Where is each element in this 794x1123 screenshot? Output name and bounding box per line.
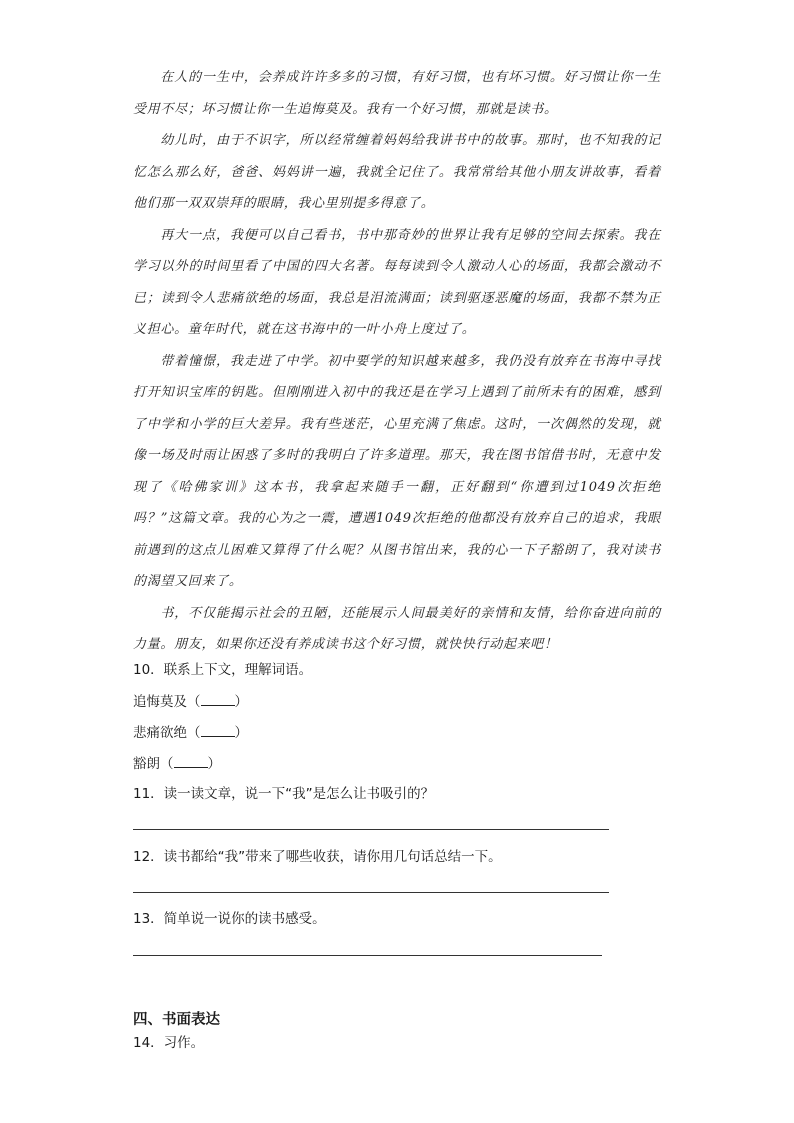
vocab-item (133, 722, 248, 743)
vocab-close: ） (234, 694, 248, 710)
passage-paragraph: 再大一点，我便可以自己看书，书中那奇妙的世界让我有足够的空间去探索。我在学习以外的时间里看了中国的四大名著。每每读到令人激动人心的场面，我都会激动不已；读到令人悲痛欲绝的场面，我总是泪流满面；读到驱逐恶魔的场面，我都不禁为正义担心。童年时代，就在这书海中的一叶小舟上度过了。 (133, 227, 661, 337)
passage-paragraph: 在人的一生中，会养成许许多多的习惯，有好习惯，也有坏习惯。好习惯让你一生受用不尽；坏习惯让你一生追悔莫及。我有一个好习惯，那就是读书。 (133, 70, 661, 117)
vocab-close: ） (207, 756, 221, 772)
answer-blank[interactable] (201, 691, 235, 706)
answer-blank[interactable] (174, 753, 208, 768)
answer-blank[interactable] (201, 722, 235, 737)
question-14 (133, 1033, 733, 1053)
passage-paragraph: 书，不仅能揭示社会的丑陋，还能展示人间最美好的亲情和友情，给你奋进向前的力量。朋友，如果你还没有养成读书这个好习惯，就快快行动起来吧！ (133, 605, 661, 652)
question-13-text: 13．简单说一说你的读书感受。 (133, 911, 326, 927)
answer-line[interactable] (133, 829, 609, 830)
vocab-close: ） (234, 725, 248, 741)
section-title: 四、书面表达 (133, 1012, 220, 1028)
question-11 (133, 784, 733, 804)
answer-line[interactable] (133, 892, 609, 893)
question-10 (133, 660, 733, 680)
question-13 (133, 909, 733, 929)
answer-line[interactable] (133, 955, 602, 956)
vocab-item (133, 753, 221, 774)
vocab-word: 追悔莫及（ (133, 694, 201, 710)
vocab-item (133, 691, 248, 712)
vocab-word: 豁朗（ (133, 756, 174, 772)
passage-paragraph: 幼儿时，由于不识字，所以经常缠着妈妈给我讲书中的故事。那时，也不知我的记忆怎么那么好，爸爸、妈妈讲一遍，我就全记住了。我常常给其他小朋友讲故事，看着他们那一双双崇拜的眼睛，我心里别提多得意了。 (133, 133, 661, 211)
question-12 (133, 847, 733, 867)
question-10-text: 10．联系上下文，理解词语。 (133, 662, 313, 678)
vocab-word: 悲痛欲绝（ (133, 725, 201, 741)
question-12-text: 12．读书都给“我”带来了哪些收获，请你用几句话总结一下。 (133, 849, 502, 865)
question-14-text: 14．习作。 (133, 1035, 205, 1051)
reading-passage (133, 62, 661, 661)
question-11-text: 11．读一读文章，说一下“我”是怎么让书吸引的？ (133, 786, 435, 802)
passage-paragraph: 带着憧憬，我走进了中学。初中要学的知识越来越多，我仍没有放弃在书海中寻找打开知识宝库的钥匙。但刚刚进入初中的我还是在学习上遇到了前所未有的困难，感到了中学和小学的巨大差异。我有些迷茫，心里充满了焦虑。这时，一次偶然的发现，就像一场及时雨让困惑了多时的我明白了许多道理。那天，我在图书馆借书时，无意中发现了《哈佛家训》这本书，我拿起来随手一翻，正好翻到“你遭到过1049次拒绝吗？”这篇文章。我的心为之一震，遭遇1049次拒绝的他都没有放弃自己的追求，我眼前遇到的这点儿困难又算得了什么呢？从图书馆出来，我的心一下子豁朗了，我对读书的渴望又回来了。 (133, 353, 661, 589)
